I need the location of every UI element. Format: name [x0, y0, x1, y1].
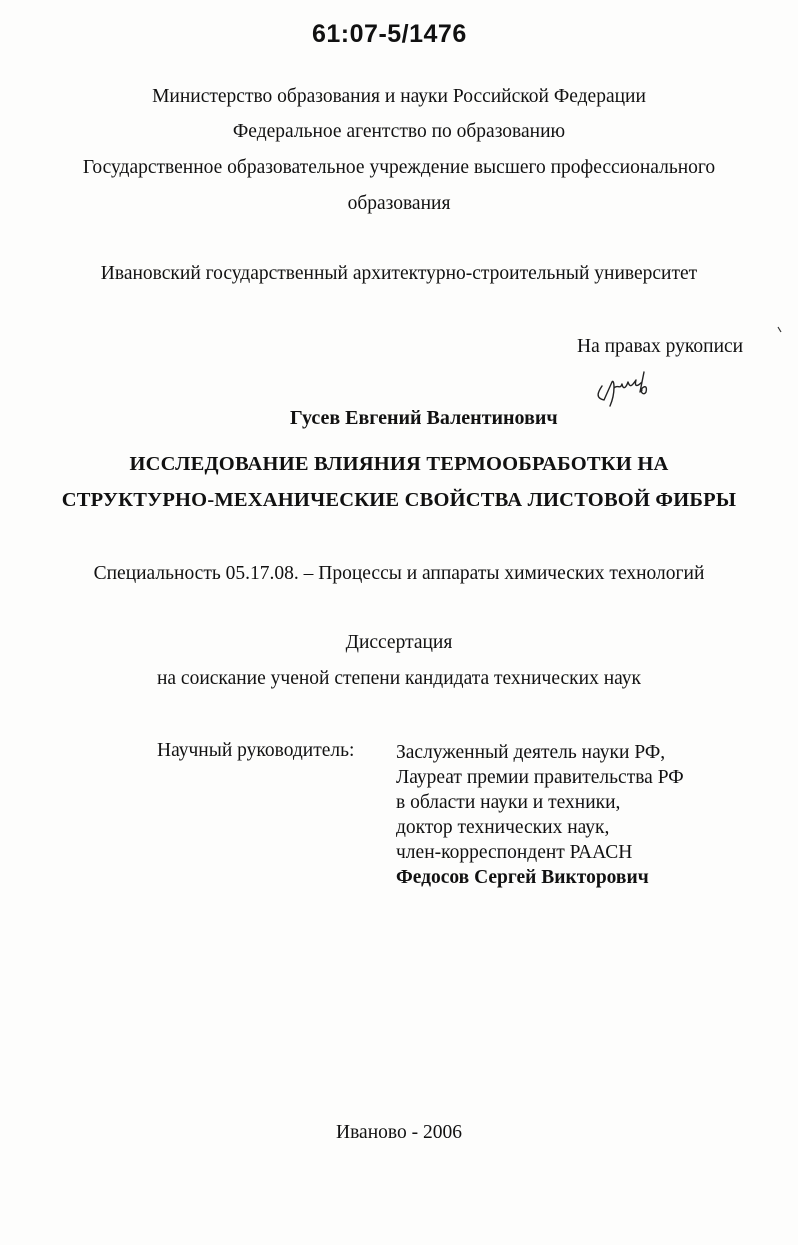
author-signature-icon: [590, 362, 670, 412]
thesis-title-line-2: СТРУКТУРНО-МЕХАНИЧЕСКИЕ СВОЙСТВА ЛИСТОВОЙ ФИБРЫ: [61, 489, 737, 511]
supervisor-credential: Заслуженный деятель науки РФ,: [396, 742, 666, 763]
scan-mark-icon: [777, 326, 783, 334]
archive-code: 61:07-5/1476: [312, 20, 467, 48]
supervisor-credential: доктор технических наук,: [396, 817, 610, 838]
supervisor-credentials: [396, 740, 684, 890]
supervisor-name: Федосов Сергей Викторович: [396, 867, 649, 888]
specialty-line: Специальность 05.17.08. – Процессы и аппараты химических технологий: [93, 563, 705, 584]
supervisor-credential: в области науки и техники,: [396, 792, 621, 813]
institution-line-2: образования: [347, 193, 451, 214]
supervisor-label: Научный руководитель:: [157, 740, 355, 761]
agency-line: Федеральное агентство по образованию: [232, 121, 566, 142]
institution-line-1: Государственное образовательное учреждение высшего профессионального: [82, 157, 716, 178]
university-line: Ивановский государственный архитектурно-строительный университет: [100, 263, 698, 284]
manuscript-note: На правах рукописи: [577, 336, 744, 357]
author-name: Гусев Евгений Валентинович: [290, 407, 558, 429]
thesis-title-line-1: ИССЛЕДОВАНИЕ ВЛИЯНИЯ ТЕРМООБРАБОТКИ НА: [129, 453, 669, 475]
work-type: Диссертация: [345, 632, 453, 653]
ministry-line: Министерство образования и науки Российской Федерации: [152, 86, 646, 107]
supervisor-credential: член-корреспондент РААСН: [396, 842, 633, 863]
supervisor-credential: Лауреат премии правительства РФ: [396, 767, 684, 788]
place-year: Иваново - 2006: [336, 1122, 462, 1143]
degree-line: на соискание ученой степени кандидата технических наук: [156, 668, 642, 689]
